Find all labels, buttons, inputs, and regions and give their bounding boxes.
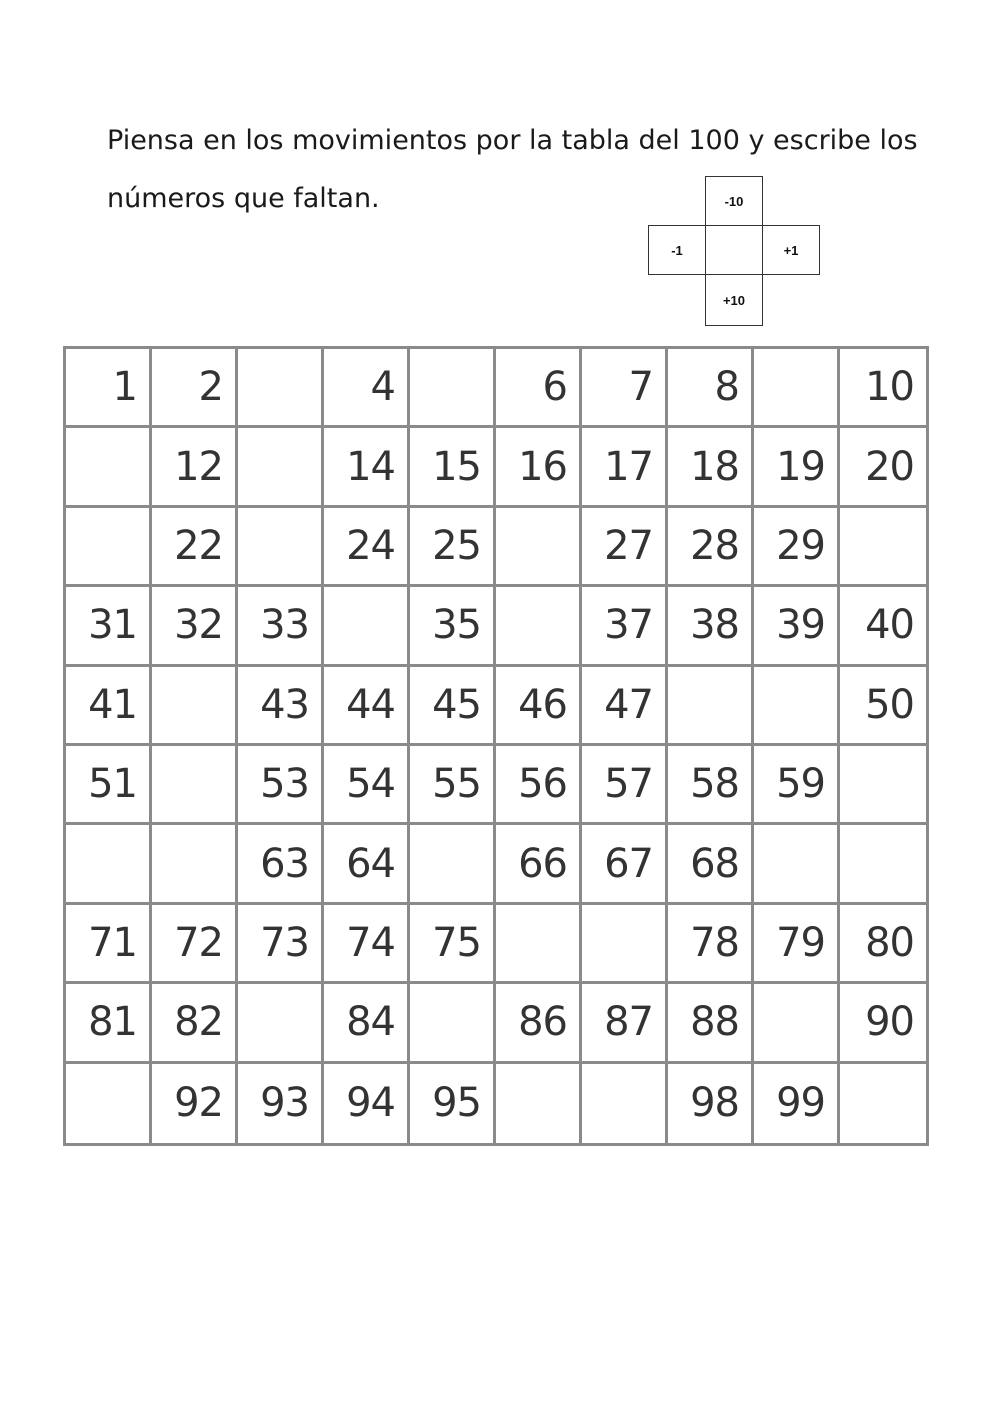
blank-cell[interactable] — [66, 825, 152, 904]
number-cell: 82 — [152, 984, 238, 1063]
instructions-text: Piensa en los movimientos por la tabla del 100 y escribe los números que faltan. — [107, 125, 918, 214]
blank-cell[interactable] — [152, 825, 238, 904]
blank-cell[interactable] — [496, 587, 582, 666]
move-left-cell: -1 — [648, 225, 706, 275]
number-cell: 29 — [754, 508, 840, 587]
number-cell: 37 — [582, 587, 668, 666]
number-cell: 4 — [324, 349, 410, 428]
number-cell: 79 — [754, 905, 840, 984]
number-cell: 45 — [410, 667, 496, 746]
number-cell: 35 — [410, 587, 496, 666]
number-cell: 46 — [496, 667, 582, 746]
number-cell: 86 — [496, 984, 582, 1063]
blank-cell[interactable] — [66, 508, 152, 587]
blank-cell[interactable] — [238, 984, 324, 1063]
number-cell: 64 — [324, 825, 410, 904]
number-cell: 50 — [840, 667, 926, 746]
number-cell: 66 — [496, 825, 582, 904]
number-cell: 95 — [410, 1064, 496, 1143]
blank-cell[interactable] — [238, 428, 324, 507]
number-cell: 19 — [754, 428, 840, 507]
number-cell: 31 — [66, 587, 152, 666]
number-cell: 33 — [238, 587, 324, 666]
blank-cell[interactable] — [754, 984, 840, 1063]
blank-cell[interactable] — [668, 667, 754, 746]
blank-cell[interactable] — [238, 349, 324, 428]
number-cell: 75 — [410, 905, 496, 984]
number-cell: 18 — [668, 428, 754, 507]
number-cell: 56 — [496, 746, 582, 825]
number-cell: 54 — [324, 746, 410, 825]
number-cell: 12 — [152, 428, 238, 507]
blank-cell[interactable] — [840, 1064, 926, 1143]
number-cell: 78 — [668, 905, 754, 984]
number-cell: 58 — [668, 746, 754, 825]
number-cell: 15 — [410, 428, 496, 507]
blank-cell[interactable] — [496, 508, 582, 587]
number-cell: 90 — [840, 984, 926, 1063]
move-up-cell: -10 — [705, 176, 763, 226]
number-cell: 88 — [668, 984, 754, 1063]
number-cell: 7 — [582, 349, 668, 428]
blank-cell[interactable] — [754, 667, 840, 746]
blank-cell[interactable] — [496, 1064, 582, 1143]
move-center-cell — [705, 225, 763, 275]
number-cell: 93 — [238, 1064, 324, 1143]
number-cell: 81 — [66, 984, 152, 1063]
number-cell: 10 — [840, 349, 926, 428]
number-cell: 98 — [668, 1064, 754, 1143]
blank-cell[interactable] — [496, 905, 582, 984]
number-cell: 6 — [496, 349, 582, 428]
number-cell: 73 — [238, 905, 324, 984]
number-cell: 14 — [324, 428, 410, 507]
number-cell: 20 — [840, 428, 926, 507]
blank-cell[interactable] — [582, 905, 668, 984]
number-cell: 59 — [754, 746, 840, 825]
blank-cell[interactable] — [410, 984, 496, 1063]
number-cell: 32 — [152, 587, 238, 666]
number-cell: 47 — [582, 667, 668, 746]
number-cell: 27 — [582, 508, 668, 587]
number-cell: 63 — [238, 825, 324, 904]
blank-cell[interactable] — [840, 508, 926, 587]
blank-cell[interactable] — [840, 746, 926, 825]
number-cell: 87 — [582, 984, 668, 1063]
number-cell: 16 — [496, 428, 582, 507]
number-cell: 68 — [668, 825, 754, 904]
number-cell: 74 — [324, 905, 410, 984]
hundred-chart — [63, 346, 929, 1146]
number-cell: 80 — [840, 905, 926, 984]
number-cell: 51 — [66, 746, 152, 825]
number-cell: 41 — [66, 667, 152, 746]
number-cell: 67 — [582, 825, 668, 904]
number-cell: 2 — [152, 349, 238, 428]
number-cell: 71 — [66, 905, 152, 984]
blank-cell[interactable] — [66, 428, 152, 507]
number-cell: 39 — [754, 587, 840, 666]
number-cell: 1 — [66, 349, 152, 428]
number-cell: 40 — [840, 587, 926, 666]
blank-cell[interactable] — [840, 825, 926, 904]
number-cell: 44 — [324, 667, 410, 746]
move-down-cell: +10 — [705, 274, 763, 326]
blank-cell[interactable] — [410, 349, 496, 428]
number-cell: 17 — [582, 428, 668, 507]
blank-cell[interactable] — [410, 825, 496, 904]
number-cell: 22 — [152, 508, 238, 587]
number-cell: 53 — [238, 746, 324, 825]
blank-cell[interactable] — [238, 508, 324, 587]
blank-cell[interactable] — [66, 1064, 152, 1143]
number-cell: 43 — [238, 667, 324, 746]
number-cell: 72 — [152, 905, 238, 984]
number-cell: 84 — [324, 984, 410, 1063]
number-cell: 94 — [324, 1064, 410, 1143]
move-right-cell: +1 — [762, 225, 820, 275]
number-cell: 99 — [754, 1064, 840, 1143]
number-cell: 57 — [582, 746, 668, 825]
number-cell: 24 — [324, 508, 410, 587]
blank-cell[interactable] — [324, 587, 410, 666]
blank-cell[interactable] — [152, 746, 238, 825]
blank-cell[interactable] — [152, 667, 238, 746]
blank-cell[interactable] — [582, 1064, 668, 1143]
number-cell: 8 — [668, 349, 754, 428]
number-cell: 28 — [668, 508, 754, 587]
number-cell: 25 — [410, 508, 496, 587]
number-cell: 92 — [152, 1064, 238, 1143]
blank-cell[interactable] — [754, 825, 840, 904]
blank-cell[interactable] — [754, 349, 840, 428]
number-cell: 38 — [668, 587, 754, 666]
number-cell: 55 — [410, 746, 496, 825]
